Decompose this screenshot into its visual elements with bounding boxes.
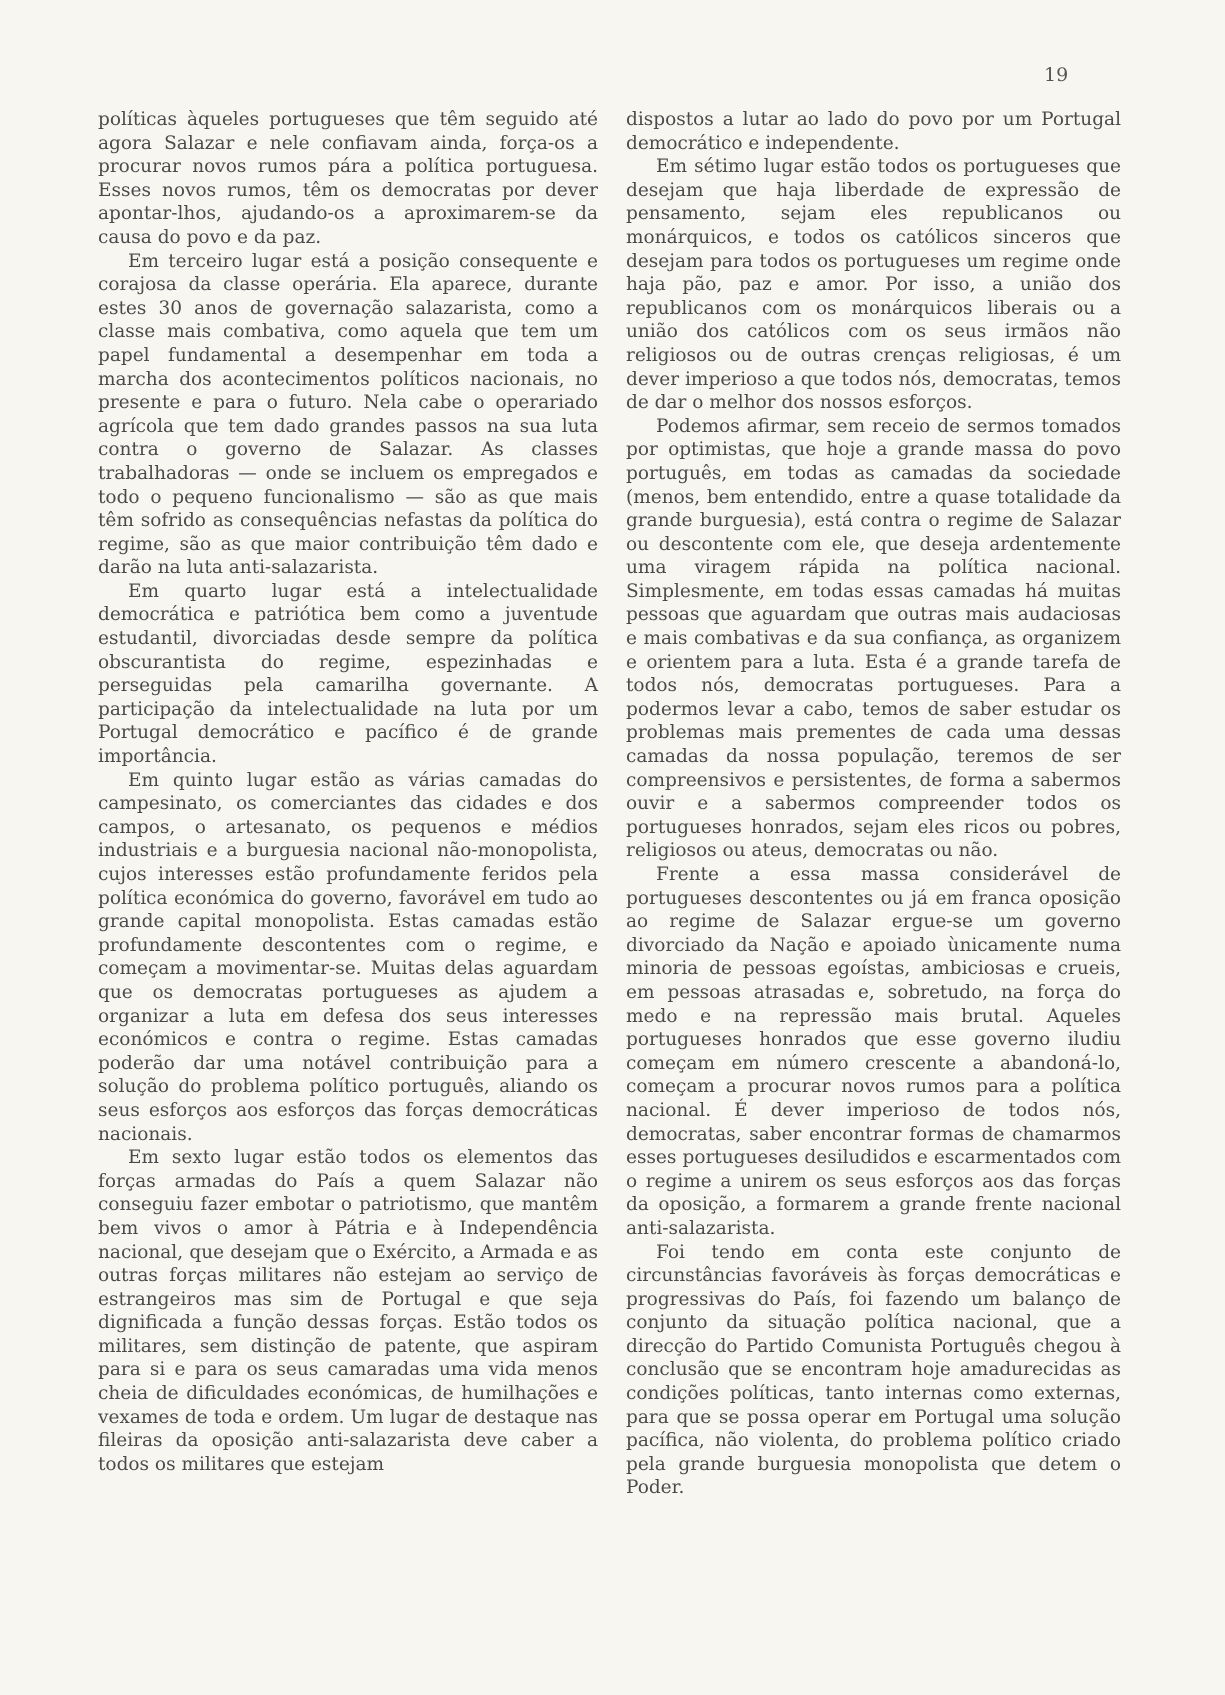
paragraph: Em quinto lugar estão as várias camadas do campesinato, os comerciantes das cidades e dos campos, o artesanato, os pequenos e médios industriais e a burguesia nacional não-monopolista, cujos interesses estão profundamente feridos pela política económica do governo, favorável em tudo ao grande capital monopolista. Estas camadas estão profundamente descontentes com o regime, e começam a movimentar-se. Muitas delas aguardam que os democratas portugueses as ajudem a organizar a luta em defesa dos seus interesses económicos e contra o regime. Estas camadas poderão dar uma notável contribuição para a solução do problema político português, aliando os seus esforços aos esforços das forças democráticas nacionais. xyxy=(98,769,598,1145)
paragraph: Frente a essa massa considerável de portugueses descontentes ou já em franca oposição ao regime de Salazar ergue-se um governo divorciado da Nação e apoiado ùnicamente numa minoria de pessoas egoístas, ambiciosas e crueis, em pessoas atrasadas e, sobretudo, na força do medo e na repressão mais brutal. Aqueles portugueses honrados que esse governo iludiu começam em número crescente a abandoná-lo, começam a procurar novos rumos para a política nacional. É dever imperioso de todos nós, democratas, saber encontrar formas de chamarmos esses portugueses desiludidos e escarmentados com o regime a unirem os seus esforços aos das forças da oposição, a formarem a grande frente nacional anti-salazarista. xyxy=(626,864,1121,1239)
paragraph: dispostos a lutar ao lado do povo por um Portugal democrático e independente. xyxy=(626,109,1121,154)
paragraph: políticas àqueles portugueses que têm seguido até agora Salazar e nele confiavam ainda, força-os a procurar novos rumos pára a política portuguesa. Esses novos rumos, têm os democratas por dever apontar-lhos, ajudando-os a aproximarem-se da causa do povo e da paz. xyxy=(98,109,598,248)
page-number: 19 xyxy=(1044,64,1069,86)
paragraph: Podemos afirmar, sem receio de sermos tomados por optimistas, que hoje a grande massa do povo português, em todas as camadas da sociedade (menos, bem entendido, entre a quase totalidade da grande burguesia), está contra o regime de Salazar ou descontente com ele, que deseja ardentemente uma viragem rápida na política nacional. Simplesmente, em todas essas camadas há muitas pessoas que aguardam que outras mais audaciosas e mais combativas e da sua confiança, as organizem e orientem para a luta. Esta é a grande tarefa de todos nós, democratas portugueses. Para a podermos levar a cabo, temos de saber estudar os problemas mais prementes de cada uma dessas camadas da nossa população, teremos de ser compreensivos e persistentes, de forma a sabermos ouvir e a sabermos compreender todos os portugueses honrados, sejam eles ricos ou pobres, religiosos ou ateus, democratas ou não. xyxy=(626,415,1121,862)
paragraph: Em sexto lugar estão todos os elementos das forças armadas do País a quem Salazar não conseguiu fazer embotar o patriotismo, que mantêm bem vivos o amor à Pátria e à Independência nacional, que desejam que o Exército, a Armada e as outras forças militares não estejam ao serviço de estrangeiros mas sim de Portugal e que seja dignificada a função dessas forças. Estão todos os militares, sem distinção de patente, que aspiram para si e para os seus camaradas uma vida menos cheia de dificuldades económicas, de humilhações e vexames de toda e ordem. Um lugar de destaque nas fileiras da oposição anti-salazarista deve caber a todos os militares que estejam xyxy=(98,1147,598,1475)
paragraph: Em terceiro lugar está a posição consequente e corajosa da classe operária. Ela aparece, durante estes 30 anos de governação salazarista, como a classe mais combativa, como aquela que tem um papel fundamental a desempenhar em toda a marcha dos acontecimentos políticos nacionais, no presente e para o futuro. Nela cabe o operariado agrícola que tem dado grandes passos na sua luta contra o governo de Salazar. As classes trabalhadoras — onde se incluem os empregados e todo o pequeno funcionalismo — são as que mais têm sofrido as consequências nefastas da política do regime, são as que maior contribuição têm dado e darão na luta anti-salazarista. xyxy=(98,250,598,579)
paragraph: Em sétimo lugar estão todos os portugueses que desejam que haja liberdade de expressão de pensamento, sejam eles republicanos ou monárquicos, e todos os católicos sinceros que desejam para todos os portugueses um regime onde haja pão, paz e amor. Por isso, a união dos republicanos com os monárquicos liberais ou a união dos católicos com os seus irmãos não religiosos ou de outras crenças religiosas, é um dever imperioso a que todos nós, democratas, temos de dar o melhor dos nossos esforços. xyxy=(626,156,1121,414)
paragraph: Em quarto lugar está a intelectualidade democrática e patriótica bem como a juventude estudantil, divorciadas desde sempre da política obscurantista do regime, espezinhadas e perseguidas pela camarilha governante. A participação da intelectualidade na luta por um Portugal democrático e pacífico é de grande importância. xyxy=(98,580,598,768)
paragraph: Foi tendo em conta este conjunto de circunstâncias favoráveis às forças democráticas e progressivas do País, foi fazendo um balanço de conjunto da situação política nacional, que a direcção do Partido Comunista Português chegou à conclusão que se encontram hoje amadurecidas as condições políticas, tanto internas como externas, para que se possa operar em Portugal uma solução pacífica, não violenta, do problema político criado pela grande burguesia monopolista que detem o Poder. xyxy=(626,1241,1121,1499)
right-column xyxy=(626,108,1121,1500)
left-column xyxy=(98,108,598,1476)
